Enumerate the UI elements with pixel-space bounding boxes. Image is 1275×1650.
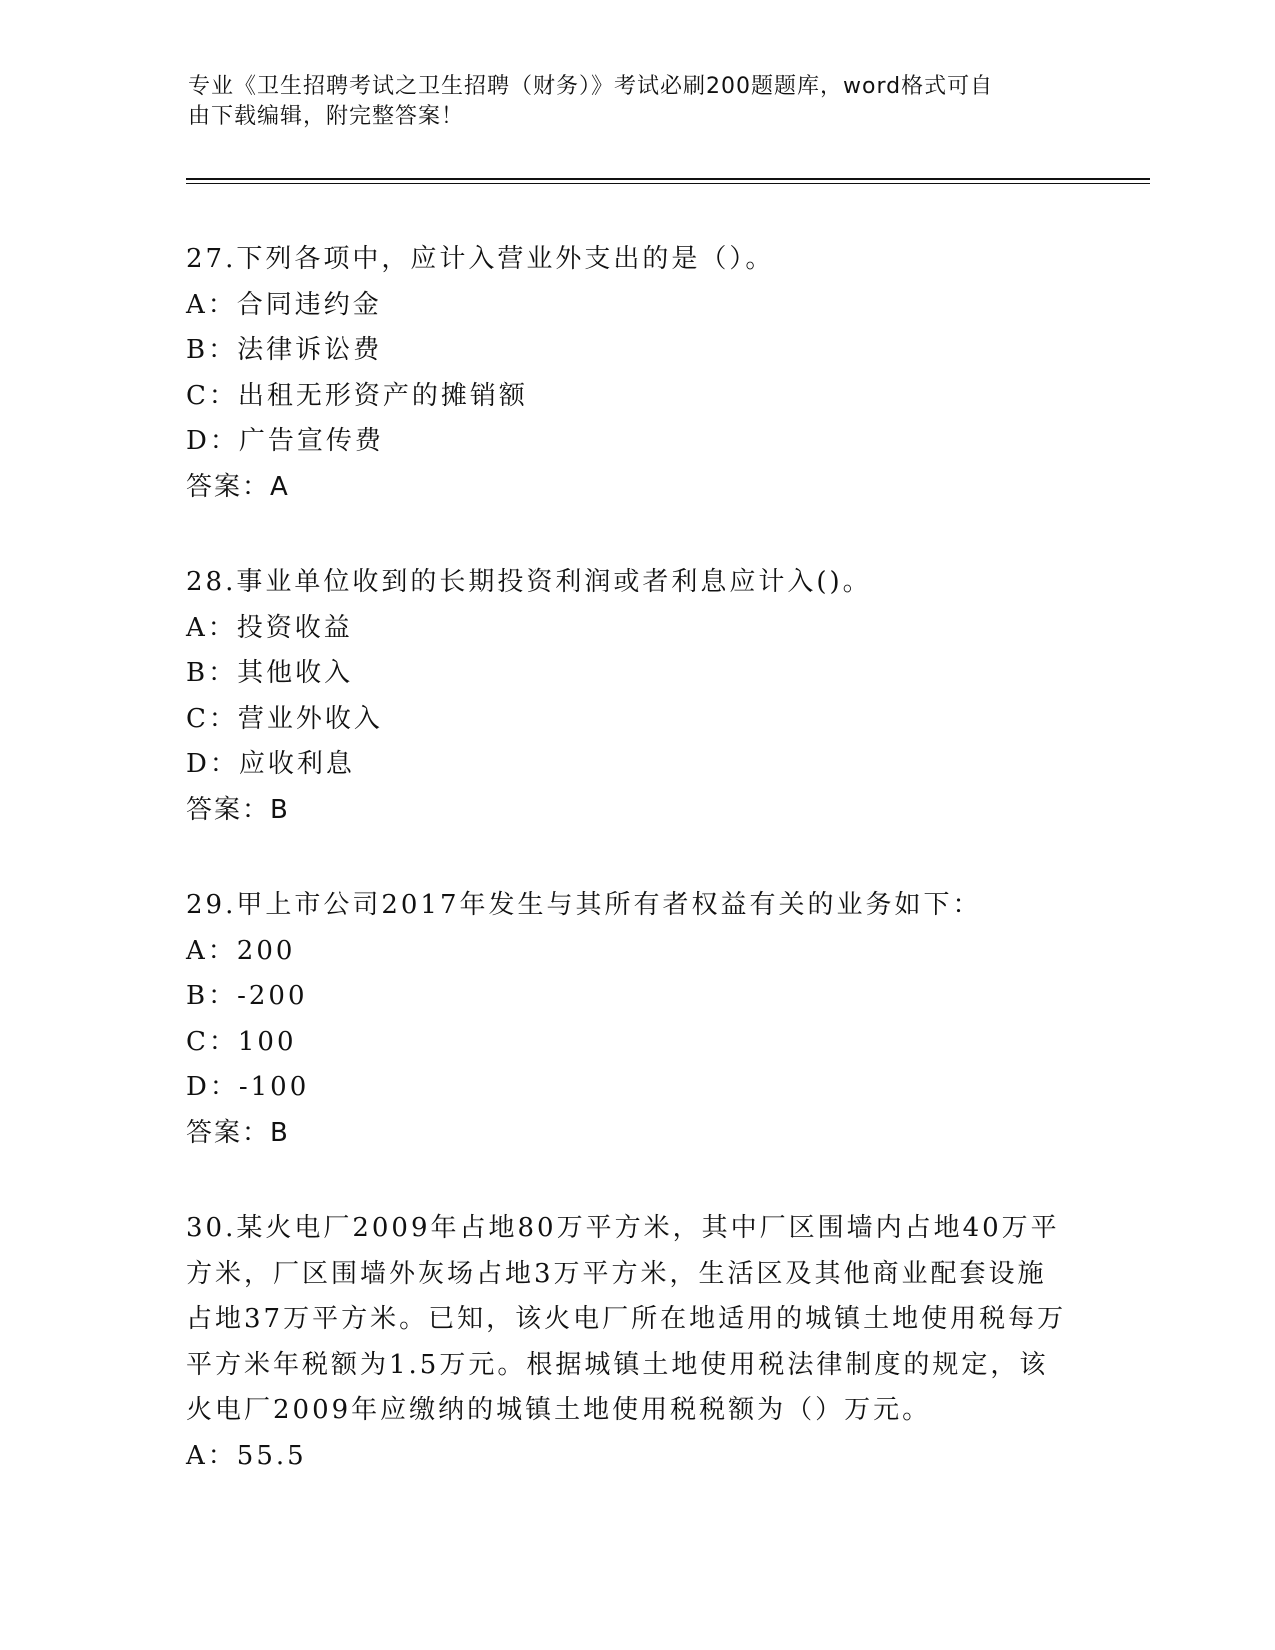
header-line-1: 专业《卫生招聘考试之卫生招聘（财务）》考试必刷200题题库，word格式可自 xyxy=(188,74,994,99)
option-a: A：投资收益 xyxy=(186,612,353,643)
option-a: A：55.5 xyxy=(186,1440,307,1471)
question-stem-line: 平方米年税额为1.5万元。根据城镇土地使用税法律制度的规定，该 xyxy=(186,1349,1049,1380)
answer: 答案：A xyxy=(186,471,290,502)
question-29 xyxy=(186,883,1066,1156)
option-d: D：应收利息 xyxy=(186,749,355,779)
option-a: A：200 xyxy=(186,935,296,966)
question-27 xyxy=(186,237,1066,510)
option-d: D：-100 xyxy=(186,1072,310,1102)
question-stem: 29.甲上市公司2017年发生与其所有者权益有关的业务如下： xyxy=(186,890,982,920)
question-stem-line: 火电厂2009年应缴纳的城镇土地使用税税额为（）万元。 xyxy=(186,1395,932,1425)
question-stem-line: 方米，厂区围墙外灰场占地3万平方米，生活区及其他商业配套设施 xyxy=(186,1258,1047,1289)
question-stem: 27.下列各项中，应计入营业外支出的是（）。 xyxy=(186,244,775,274)
header-divider-thin xyxy=(186,183,1150,184)
header-line-2: 由下载编辑，附完整答案！ xyxy=(188,104,465,129)
option-c: C：营业外收入 xyxy=(186,703,383,734)
option-c: C：出租无形资产的摊销额 xyxy=(186,380,528,411)
option-b: B：-200 xyxy=(186,981,308,1011)
document-header xyxy=(188,72,1068,132)
header-divider xyxy=(186,178,1150,180)
question-stem-line: 占地37万平方米。已知，该火电厂所在地适用的城镇土地使用税每万 xyxy=(186,1304,1067,1334)
question-28 xyxy=(186,560,1066,833)
question-stem: 28.事业单位收到的长期投资利润或者利息应计入()。 xyxy=(186,567,872,597)
option-d: D：广告宣传费 xyxy=(186,426,384,456)
option-b: B：法律诉讼费 xyxy=(186,335,383,365)
question-stem-line: 30.某火电厂2009年占地80万平方米，其中厂区围墙内占地40万平 xyxy=(186,1213,1060,1243)
option-c: C：100 xyxy=(186,1026,297,1057)
answer: 答案：B xyxy=(186,794,290,825)
option-b: B：其他收入 xyxy=(186,658,354,688)
option-a: A：合同违约金 xyxy=(186,289,382,320)
answer: 答案：B xyxy=(186,1117,290,1148)
question-30 xyxy=(186,1206,1066,1479)
question-list xyxy=(186,237,1066,1529)
